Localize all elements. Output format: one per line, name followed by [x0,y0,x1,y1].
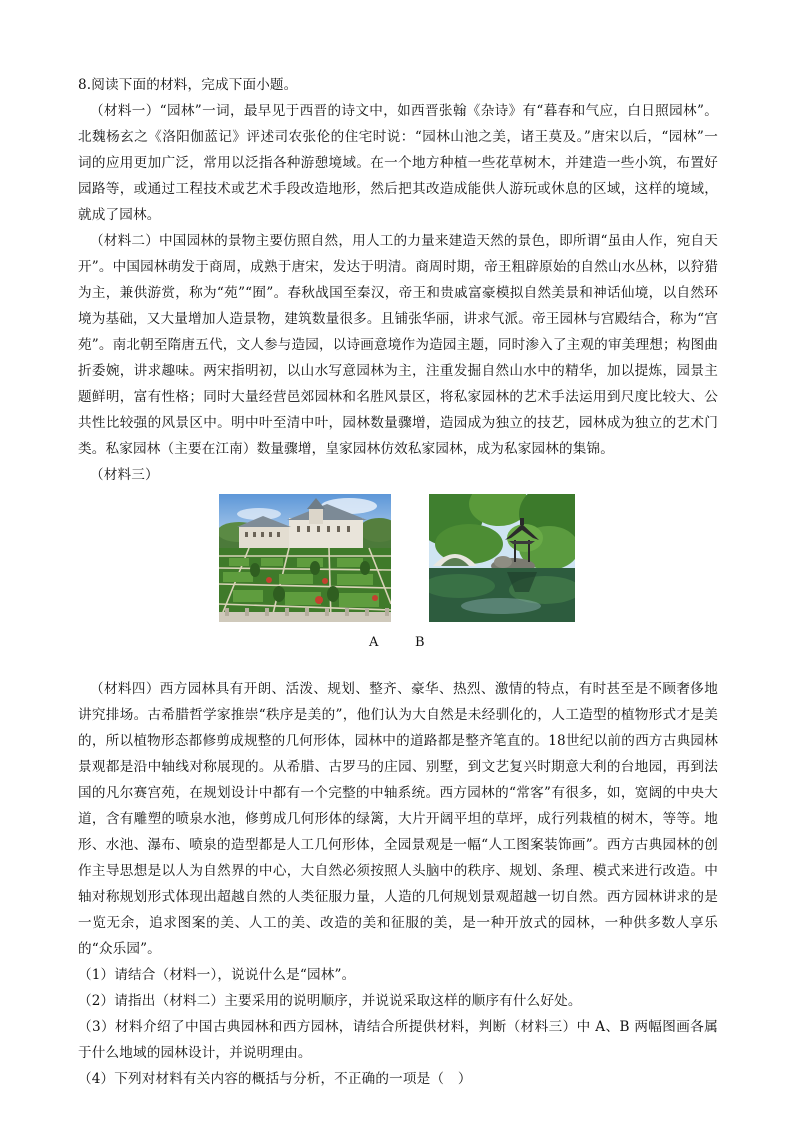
figure-labels [78,635,718,676]
sub-question-3: （3）材料介绍了中国古典园林和西方园林，请结合所提供材料，判断（材料三）中 A、B 两幅图画各属于什么地域的园林设计，并说明理由。 [78,1019,718,1061]
material-3-label: （材料三） [90,467,159,483]
western-garden-photo [219,494,391,622]
western-garden-illustration [219,494,391,622]
question-heading: 8.阅读下面的材料，完成下面小题。 [78,77,298,93]
material-4-paragraph: （材料四）西方园林具有开朗、活泼、规划、整齐、豪华、热烈、激情的特点，有时甚至是不顾奢侈地讲究排场。古希腊哲学家推崇“秩序是美的”，他们认为大自然是未经驯化的，人工造型的植物形式才是美的，所以植物形态都修剪成规整的几何形体，园林中的道路都是整齐笔直的。18世纪以前的西方古典园林景观都是沿中轴线对称展现的。从希腊、古罗马的庄园、别墅，到文艺复兴时期意大利的台地园，再到法国的凡尔赛宫苑，在规划设计中都有一个完整的中轴系统。西方园林的“常客”有很多，如，宽阔的中央大道，含有雕塑的喷泉水池，修剪成几何形体的绿篱，大片开阔平坦的草坪，成行列栽植的树木，等等。地形、水池、瀑布、喷泉的造型都是人工几何形体，全园景观是一幅“人工图案装饰画”。西方古典园林的创作主导思想是以人为自然界的中心，大自然必须按照人头脑中的秩序、规划、条理、模式来进行改造。中轴对称规划形式体现出超越自然的人类征服力量，人造的几何规划景观超越一切自然。西方园林讲求的是一览无余，追求图案的美、人工的美、改造的美和征服的美，是一种开放式的园林，一种供多数人享乐的“众乐园”。 [78,681,718,957]
material-2-paragraph: （材料二）中国园林的景物主要仿照自然，用人工的力量来建造天然的景色，即所谓“虽由人作，宛自天开”。中国园林萌发于商周，成熟于唐宋，发达于明清。商周时期，帝王粗辟原始的自然山水丛林，以狩猎为主，兼供游赏，称为“苑”“囿”。春秋战国至秦汉，帝王和贵戚富豪模拟自然美景和神话仙境，以自然环境为基础，又大量增加人造景物，建筑数量很多。且铺张华丽，讲求气派。帝王园林与宫殿结合，称为“宫苑”。南北朝至隋唐五代，文人参与造园，以诗画意境作为造园主题，同时渗入了主观的审美理想；构图曲折委婉，讲求趣味。两宋指明初，以山水写意园林为主，注重发掘自然山水中的精华，加以提炼，园景主题鲜明，富有性格；同时大量经营邑郊园林和名胜风景区，将私家园林的艺术手法运用到尺度比较大、公共性比较强的风景区中。明中叶至清中叶，园林数量骤增，造园成为独立的技艺，园林成为独立的艺术门类。私家园林（主要在江南）数量骤增，皇家园林仿效私家园林，成为私家园林的集锦。 [78,233,718,457]
material-3-figures [78,494,718,654]
material-1-paragraph: （材料一）“园林”一词，最早见于西晋的诗文中，如西晋张翰《杂诗》有“暮春和气应，白日照园林”。北魏杨玄之《洛阳伽蓝记》评述司农张伦的住宅时说：“园林山池之美，诸王莫及。”唐宋以后，“园林”一词的应用更加广泛，常用以泛指各种游憩境域。在一个地方种植一些花草树木，并建造一些小筑，布置好园路等，或通过工程技术或艺术手段改造地形，然后把其改造成能供人游玩或休息的区域，这样的境域，就成了园林。 [78,103,718,223]
chinese-garden-illustration [429,494,575,622]
sub-question-1: （1）请结合（材料一），说说什么是“园林”。 [78,967,356,983]
sub-question-2: （2）请指出（材料二）主要采用的说明顺序，并说说采取这样的顺序有什么好处。 [78,993,582,1009]
sub-question-4: （4）下列对材料有关内容的概括与分析，不正确的一项是（ ） [78,1071,472,1087]
question-content [78,72,718,1092]
figure-label-b: B [415,635,425,650]
chinese-garden-photo [429,494,575,622]
figure-label-a: A [369,635,379,650]
